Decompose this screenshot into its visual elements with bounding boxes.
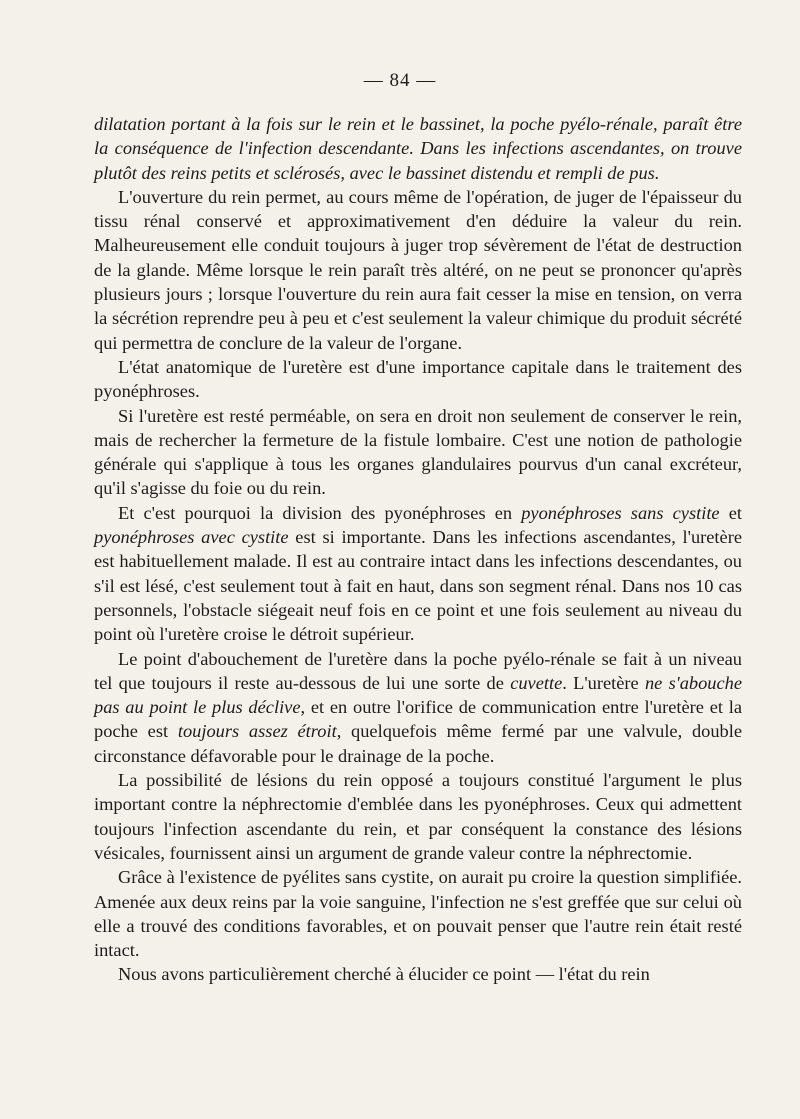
paragraph [94,112,742,185]
text-run: . L'uretère [562,672,645,693]
text-run: Nous avons particulièrement cherché à élucider ce point — l'état du rein [118,964,650,985]
text-run: Grâce à l'existence de pyélites sans cystite, on aurait pu croire la question simplifiée. Amenée aux deux reins par la voie sanguine, l'infection ne s'est greffée que sur celui où elle a trouvé des conditions favorables, et on pouvait penser que l'autre rein était resté intact. [94,867,742,961]
text-run: et [719,502,743,523]
paragraph [94,404,742,501]
italic-text: pyonéphroses avec cystite [94,527,289,548]
text-run: Si l'uretère est resté perméable, on sera en droit non seulement de conserver le rein, mais de rechercher la fermeture de la fistule lombaire. C'est une notion de pathologie générale qui s'applique à tous les organes glandulaires pourvus d'un canal excréteur, qu'il s'agisse du foie ou du rein. [94,405,742,499]
paragraph [94,501,742,647]
text-run: Le point d'abouchement de l'uretère dans la poche pyélo-rénale se fait à un niveau tel que toujours il reste au-dessous de lui une sorte de [94,648,742,693]
body-text [94,112,742,987]
text-run: La possibilité de lésions du rein opposé a toujours constitué l'argument le plus important contre la néphrectomie d'emblée dans les pyonéphroses. Ceux qui admettent toujours l'infection ascendante du rein, et par conséquent la constance des lésions vésicales, fournissent ainsi un argument de grande valeur contre la néphrectomie. [94,770,742,863]
paragraph [94,865,742,962]
text-run: L'ouverture du rein permet, au cours même de l'opération, de juger de l'épaisseur du tissu rénal conservé et approximativement d'en déduire la valeur du rein. Malheureusement elle conduit toujours à juger trop sévèrement de l'état de destruction de la glande. Même lorsque le rein paraît très altéré, on ne peut se prononcer qu'après plusieurs jours ; lorsque l'ouverture du rein aura fait cesser la mise en tension, on verra la sécrétion reprendre peu à peu et c'est seulement la valeur chimique du produit sécrété qui permettra de conclure de la valeur de l'organe. [94,186,742,353]
italic-text: cuvette [510,672,563,693]
text-run: dilatation portant à la fois sur le rein et le bassinet, la poche pyélo-rénale, paraît être la conséquence de l'infection descendante. Dans les infections ascendantes, on trouve plutôt des reins petits et sclérosés, avec le bassinet distendu et rempli de pus. [94,114,742,183]
paragraph [94,185,742,355]
paragraph [94,647,742,768]
text-run: Et c'est pourquoi la division des pyonéphroses en [118,502,522,523]
italic-text: toujours assez étroit [177,721,337,742]
paragraph [94,355,742,404]
paragraph [94,962,742,986]
italic-text: ne s'abouche pas au point le plus déclive [94,672,742,718]
paragraph [94,768,742,865]
text-run: , et en outre l'orifice de communication entre l'uretère et la poche est [94,697,742,742]
page-number: — 84 — [363,70,437,91]
italic-text: pyonéphroses sans cystite [521,502,720,523]
text-run: est si importante. Dans les infections ascendantes, l'uretère est habituellement malade. Il est au contraire intact dans les infections descendantes, ou s'il est lésé, c'est seulement tout à fait en haut, dans son segment rénal. Dans nos 10 cas personnels, l'obstacle siégeait neuf fois en ce point et une fois seulement au niveau du point où l'uretère croise le détroit supérieur. [94,527,742,645]
text-run: , quelquefois même fermé par une valvule, double circonstance défavorable pour le drainage de la poche. [94,721,743,766]
text-run: L'état anatomique de l'uretère est d'une importance capitale dans le traitement des pyonéphroses. [94,356,742,402]
